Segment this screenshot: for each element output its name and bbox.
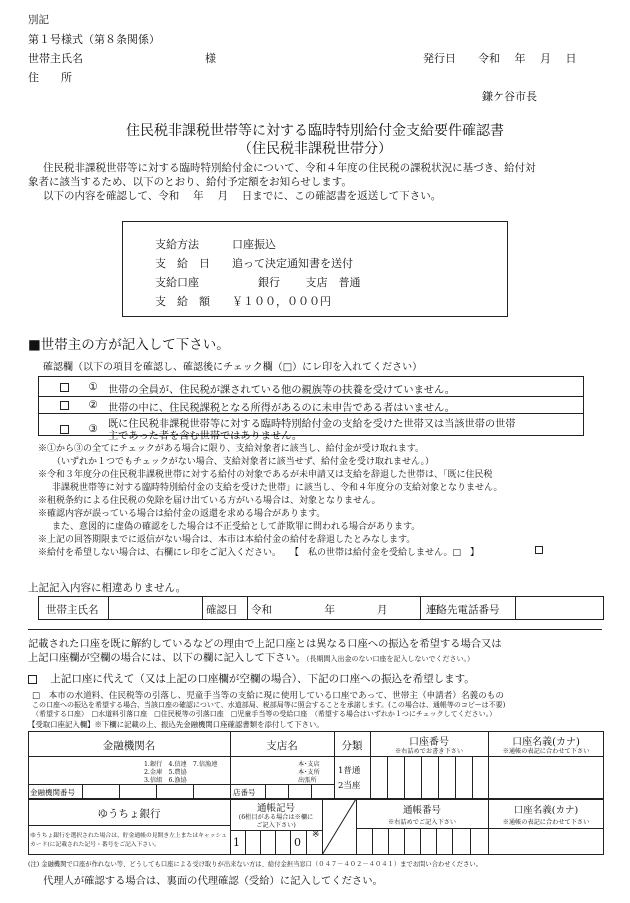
yucho-symbol-note: (6桁目がある場合は※欄に: [238, 814, 314, 821]
payment-account-value: 銀行 支店 普通: [258, 276, 361, 289]
yucho-title: ゆうちょ銀行: [97, 808, 161, 820]
diagonal-slash: [322, 799, 356, 855]
bank-code-label: 金融機関番号: [30, 788, 75, 797]
branch-type-options: 本･支所: [298, 769, 320, 776]
decline-checkbox[interactable]: [535, 546, 543, 554]
issue-date: 発行日 令和 年 月 日: [423, 52, 577, 65]
branch-type-options: 本･支店: [298, 761, 320, 768]
confirm-item-text: 世帯の全員が、住民税が課されている他の親族等の扶養を受けていません。: [108, 385, 455, 396]
householder-name-field[interactable]: [109, 597, 201, 619]
yucho-asterisk: ※: [312, 830, 320, 840]
agreement-date-value: 令和 年 月 日: [251, 604, 440, 616]
issuer-name: 鎌ケ谷市長: [482, 90, 537, 103]
payment-amount-value: ￥１００，０００円: [232, 295, 331, 308]
payment-method-value: 口座振込: [232, 238, 276, 251]
confirm-checkbox-2[interactable]: [60, 401, 69, 410]
confirm-checkbox-3[interactable]: [60, 425, 69, 434]
yucho-note: カード(に記載された記号・番号をご記入下さい。: [30, 842, 160, 848]
address-label: 住 所: [28, 71, 72, 84]
yucho-number-label: 通帳番号: [402, 805, 441, 816]
note-line: ※確認内容が誤っている場合は給付金の返還を求める場合があります。: [38, 509, 326, 519]
section-heading: ■世帯主の方が記入して下さい。: [28, 337, 230, 353]
account-number-header: 口座番号: [409, 737, 449, 748]
yucho-holder-note: ※通帳の表記に合わせて下さい: [502, 819, 590, 826]
annex-label: 別記: [28, 14, 49, 26]
payment-date-value: 追って決定通知書を送付: [232, 257, 353, 270]
note-line: 非課税世帯等に対する臨時特別給付金の支給を受けた世帯」に該当し、令和４年度分の支給対象となりません。: [52, 483, 503, 493]
divider: [28, 629, 602, 630]
confirm-row: [60, 381, 98, 393]
alt-account-sub-2: この口座への振込を希望する場合、当該口座の確認について、水道部局、税部局等に照会することを承諾します。(この場合は、通帳等のコピーは不要): [32, 701, 506, 709]
branch-type-options: 出張所: [298, 777, 317, 784]
bank-name-header: 金融機関名: [102, 740, 156, 752]
yucho-note: ゆうちょ銀行を選択された場合は、貯金通帳の見開き左上またはキャッシュ: [30, 833, 227, 839]
intro-line-1: 住民税非課税世帯等に対する臨時特別給付金について、令和４年度の住民税の課税状況に基づき、給付対: [43, 162, 536, 174]
agreement-statement: 上記記入内容に相違ありません。: [28, 582, 187, 594]
confirm-item-text-cont: 主であった者を含む世帯ではありません。: [108, 431, 303, 442]
proxy-note: 代理人が確認する場合は、裏面の代理確認（受給）に記入してください。: [43, 875, 383, 887]
alt-account-check-row: [28, 671, 475, 686]
note-line: ※上記の回答期限までに返信がない場合は、本市は本給付金の給付を辞退したとみなします。: [38, 535, 416, 545]
confirm-item-text: 既に住民税非課税世帯等に対する臨時特別給付金の支給を受けた世帯又は当該世帯の世帯: [108, 419, 516, 430]
document-title: 住民税非課税世帯等に対する臨時特別給付金支給要件確認書: [126, 123, 504, 139]
agreement-name-label: 世帯主氏名: [46, 604, 99, 616]
payment-date-label: 支 給 日: [155, 257, 210, 270]
class-option-savings[interactable]: 1普通: [338, 766, 361, 776]
note-line: ※租税条約による住民税の免除を届け出ている方がいる場合は、対象となりません。: [38, 496, 381, 506]
payment-amount-label: 支 給 額: [155, 295, 210, 308]
alt-account-checkbox[interactable]: [28, 675, 37, 684]
class-option-checking[interactable]: 2当座: [338, 781, 361, 791]
agreement-date-label: 確認日: [206, 604, 238, 616]
honorific: 様: [205, 52, 216, 65]
payment-method-label: 支給方法: [155, 238, 199, 251]
yucho-symbol-label: 通帳記号: [256, 803, 295, 814]
agreement-phone-label: 連絡先電話番号: [426, 604, 500, 616]
branch-name-header: 支店名: [266, 740, 298, 752]
confirm-item-text: 世帯の中に、住民税課税となる所得があるのに未申告である者はいません。: [108, 403, 455, 414]
payment-account-label: 支給口座: [155, 276, 199, 289]
confirm-row: [60, 399, 98, 411]
yucho-holder-label: 口座名義(カナ): [513, 805, 579, 816]
decline-note: ※給付を希望しない場合は、右欄にレ印をご記入ください。 【 私の世帯は給付金を受給しません。□ 】: [38, 548, 480, 558]
intro-line-2: 象者に該当するため、以下のとおり、給付予定額をお知らせします。: [28, 176, 352, 188]
confirm-item-number: ③: [88, 423, 98, 435]
footer-note: (注) 金融機関で口座が作れない等、どうしても口座による受け取りが出来ない方は、給付金担当窓口（０４７－４０２－４０４１）までお問い合わせください。: [28, 861, 482, 868]
phone-field[interactable]: [516, 597, 603, 619]
alt-account-desc-2: 上記口座欄が空欄の場合には、以下の欄に記入して下さい。（長期間入出金のない口座を記入しないでください。）: [28, 652, 475, 664]
account-holder-note: ※通帳の表記に合わせて下さい: [502, 748, 590, 755]
branch-code-label: 店番号: [233, 788, 256, 797]
bank-form-note: 【受取口座記入欄】※下欄に記載の上、振込先金融機関口座確認書類を添付して下さい。: [28, 720, 324, 729]
yucho-symbol-first-digit: 1: [233, 836, 240, 849]
account-number-note: ※右詰めでお書き下さい: [394, 748, 464, 755]
form-number: 第１号様式（第８条関係）: [28, 33, 160, 46]
alt-account-sub-3: （希望する口座） □水道料引落口座 □住民税等の引落口座 □児童手当等の受給口座 （希望する場合はいずれか１つにチェックしてください。）: [32, 710, 497, 718]
note-line: （いずれか１つでもチェックがない場合、支給対象者に該当せず、給付金を受け取れません。）: [52, 457, 435, 467]
alt-account-sub-1: □ 本市の水道料、住民税等の引落し、児童手当等の支給に現に使用している口座であって、世帯主（申請者）名義のもの: [32, 691, 504, 701]
account-holder-header: 口座名義(カナ): [512, 737, 580, 748]
bank-type-options: 2.金庫 5.農協: [144, 769, 187, 776]
yucho-symbol-note: ご記入下さい): [256, 822, 296, 829]
bank-type-options: 1.銀行 4.信連 7.信漁連: [144, 761, 218, 768]
confirm-instruction: 確認欄（以下の項目を確認し、確認後にチェック欄（□）にレ印を入れてください）: [43, 362, 423, 373]
bank-type-options: 3.信組 6.漁協: [144, 777, 187, 784]
confirm-item-number: ①: [88, 381, 98, 393]
note-line: また、意図的に虚偽の確認をした場合は不正受給として詐欺罪に問われる場合があります。: [52, 522, 421, 532]
confirm-row: [60, 423, 98, 435]
document-subtitle: （住民税非課税世帯分）: [238, 141, 392, 157]
intro-line-3: 以下の内容を確認して、令和 年 月 日までに、この確認書を返送して下さい。: [43, 190, 442, 202]
classification-header: 分類: [341, 740, 363, 752]
householder-name-label: 世帯主氏名: [28, 52, 83, 65]
confirm-checkbox-1[interactable]: [60, 383, 69, 392]
confirm-item-number: ②: [88, 399, 98, 411]
note-line: ※令和３年度分の住民税非課税世帯に対する給付の対象であるが未申請又は支給を辞退した世帯は、「既に住民税: [38, 470, 493, 480]
yucho-number-note: ※右詰めでご記入下さい: [387, 819, 457, 826]
alt-account-check-text: 上記口座に代えて（又は上記の口座欄が空欄の場合）、下記の口座への振込を希望します。: [50, 673, 475, 685]
alt-account-desc-1: 記載された口座を既に解約しているなどの理由で上記口座とは異なる口座への振込を希望する場合又は: [28, 638, 502, 650]
note-line: ※①から③の全てにチェックがある場合に限り、支給対象者に該当し、給付金が受け取れます。: [38, 444, 425, 454]
yucho-symbol-last-digit: 0: [294, 836, 301, 849]
